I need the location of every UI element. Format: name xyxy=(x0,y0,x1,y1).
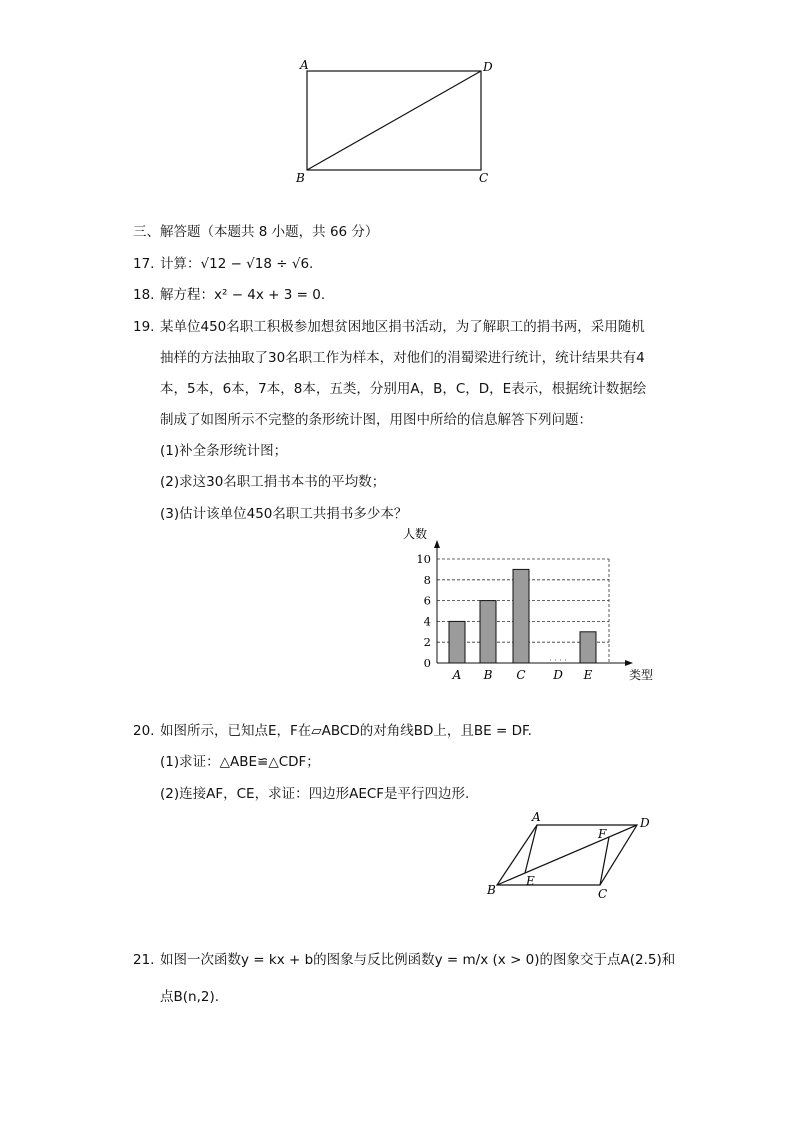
q19-line-1: 某单位450名职工积极参加想贫困地区捐书活动，为了解职工的捐书两，采用随机 xyxy=(160,319,645,335)
bar-c xyxy=(513,569,529,663)
vertex-label-c: C xyxy=(479,171,489,185)
bar-chart xyxy=(395,522,665,687)
para-label-d: D xyxy=(640,816,650,830)
q17-text: 计算：√12 − √18 ÷ √6. xyxy=(160,256,314,272)
q18-text: 解方程：x² − 4x + 3 = 0. xyxy=(160,287,326,303)
x-tick-label-c: C xyxy=(516,668,526,682)
bar-a xyxy=(449,621,465,663)
q18-number: 18. xyxy=(133,287,155,303)
q21-line-2: 点B(n,2). xyxy=(160,989,220,1005)
x-tick-label-d: D xyxy=(553,668,563,682)
q20-text: 如图所示，已知点E，F在▱ABCD的对角线BD上，且BE = DF. xyxy=(160,723,532,739)
q19-part-2: (2)求这30名职工捐书本书的平均数； xyxy=(160,474,386,490)
y-tick-label: 8 xyxy=(423,572,431,587)
q20-number: 20. xyxy=(133,723,155,739)
vertex-label-a: A xyxy=(300,58,309,72)
q19-part-3: (3)估计该单位450名职工共捐书多少本？ xyxy=(160,506,408,522)
bar-e xyxy=(580,632,596,663)
x-tick-label-a: A xyxy=(452,668,462,682)
q19-line-3: 本，5本，6本，7本，8本，五类，分别用A，B，C，D，E表示，根据统计数据绘 xyxy=(160,381,647,397)
para-label-f: F xyxy=(598,827,607,841)
y-tick-label: 0 xyxy=(423,656,431,670)
q19-part-1: (1)补全条形统计图； xyxy=(160,443,288,459)
y-tick-label: 6 xyxy=(423,593,431,608)
q17-number: 17. xyxy=(133,256,155,272)
para-label-c: C xyxy=(598,887,608,900)
y-tick-label: 10 xyxy=(416,552,431,566)
x-tick-label-e: E xyxy=(583,668,593,682)
y-tick-label: 4 xyxy=(423,614,431,629)
para-label-e: E xyxy=(526,874,535,888)
section-heading: 三、解答题（本题共 8 小题，共 66 分） xyxy=(133,224,379,240)
para-label-b: B xyxy=(487,883,496,897)
q19-line-4: 制成了如图所示不完整的条形统计图，用图中所给的信息解答下列问题： xyxy=(160,412,592,428)
para-label-a: A xyxy=(532,810,541,824)
bar-b xyxy=(480,601,496,663)
q21-line-1: 如图一次函数y = kx + b的图象与反比例函数y = m/x (x > 0)的图象交于点A(2.5)和 xyxy=(160,952,676,968)
vertex-label-d: D xyxy=(483,60,493,74)
q19-line-2: 抽样的方法抽取了30名职工作为样本，对他们的涓蜀梁进行统计，统计结果共有4 xyxy=(160,350,645,366)
vertex-label-b: B xyxy=(296,171,305,185)
rectangle-figure xyxy=(290,55,510,185)
q20-part-1: (1)求证：△ABE≌△CDF； xyxy=(160,754,320,770)
y-tick-label: 2 xyxy=(423,635,431,650)
parallelogram-figure xyxy=(480,805,670,900)
x-tick-label-b: B xyxy=(483,668,493,682)
q21-number: 21. xyxy=(133,952,155,968)
x-axis-label: 类型 xyxy=(629,668,654,682)
q19-number: 19. xyxy=(133,319,155,335)
y-axis-label: 人数 xyxy=(403,527,428,541)
q20-part-2: (2)连接AF，CE，求证：四边形AECF是平行四边形. xyxy=(160,786,470,802)
